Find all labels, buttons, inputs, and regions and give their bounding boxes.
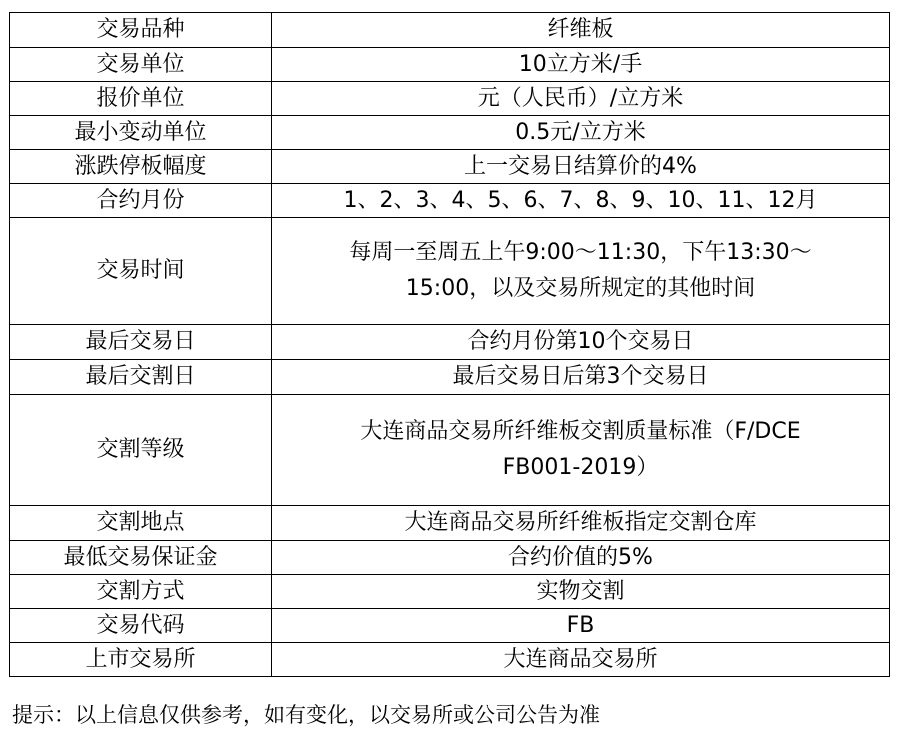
row-value: 合约价值的5% — [272, 541, 890, 575]
table-row — [10, 218, 890, 325]
table-row — [10, 506, 890, 541]
row-label: 最后交割日 — [10, 360, 272, 395]
row-label: 交割地点 — [10, 506, 272, 541]
row-label: 交割等级 — [10, 395, 272, 506]
table-row — [10, 325, 890, 360]
row-label: 交易单位 — [10, 48, 272, 82]
row-label: 最低交易保证金 — [10, 541, 272, 575]
table-row — [10, 82, 890, 116]
table-row — [10, 360, 890, 395]
table-row — [10, 609, 890, 643]
row-label: 交割方式 — [10, 575, 272, 609]
row-value — [272, 395, 890, 506]
row-label: 涨跌停板幅度 — [10, 150, 272, 184]
contract-spec-table — [9, 12, 890, 677]
table-row — [10, 395, 890, 506]
row-label: 交易品种 — [10, 13, 272, 48]
row-value-line: 每周一至周五上午9:00～11:30，下午13:30～ — [349, 240, 812, 265]
table-row — [10, 541, 890, 575]
row-value: 纤维板 — [272, 13, 890, 48]
row-value: 大连商品交易所纤维板指定交割仓库 — [272, 506, 890, 541]
row-value-line: FB001-2019） — [502, 455, 659, 480]
row-value: 实物交割 — [272, 575, 890, 609]
row-value-line: 大连商品交易所纤维板交割质量标准（F/DCE — [360, 419, 801, 444]
table-row — [10, 150, 890, 184]
row-label: 最小变动单位 — [10, 116, 272, 150]
row-value-line: 15:00，以及交易所规定的其他时间 — [405, 276, 756, 301]
row-value — [272, 218, 890, 325]
table-row — [10, 13, 890, 48]
row-value: FB — [272, 609, 890, 643]
row-label: 上市交易所 — [10, 643, 272, 677]
table-row — [10, 48, 890, 82]
row-value: 大连商品交易所 — [272, 643, 890, 677]
table-row — [10, 184, 890, 218]
row-label: 合约月份 — [10, 184, 272, 218]
row-value: 0.5元/立方米 — [272, 116, 890, 150]
table-row — [10, 643, 890, 677]
row-label: 交易时间 — [10, 218, 272, 325]
row-value: 10立方米/手 — [272, 48, 890, 82]
row-label: 报价单位 — [10, 82, 272, 116]
footnote: 提示：以上信息仅供参考，如有变化，以交易所或公司公告为准 — [12, 703, 600, 727]
table-row — [10, 116, 890, 150]
row-label: 最后交易日 — [10, 325, 272, 360]
row-value: 合约月份第10个交易日 — [272, 325, 890, 360]
row-value: 上一交易日结算价的4% — [272, 150, 890, 184]
row-value: 最后交易日后第3个交易日 — [272, 360, 890, 395]
row-label: 交易代码 — [10, 609, 272, 643]
row-value: 1、2、3、4、5、6、7、8、9、10、11、12月 — [272, 184, 890, 218]
table-row — [10, 575, 890, 609]
row-value: 元（人民币）/立方米 — [272, 82, 890, 116]
